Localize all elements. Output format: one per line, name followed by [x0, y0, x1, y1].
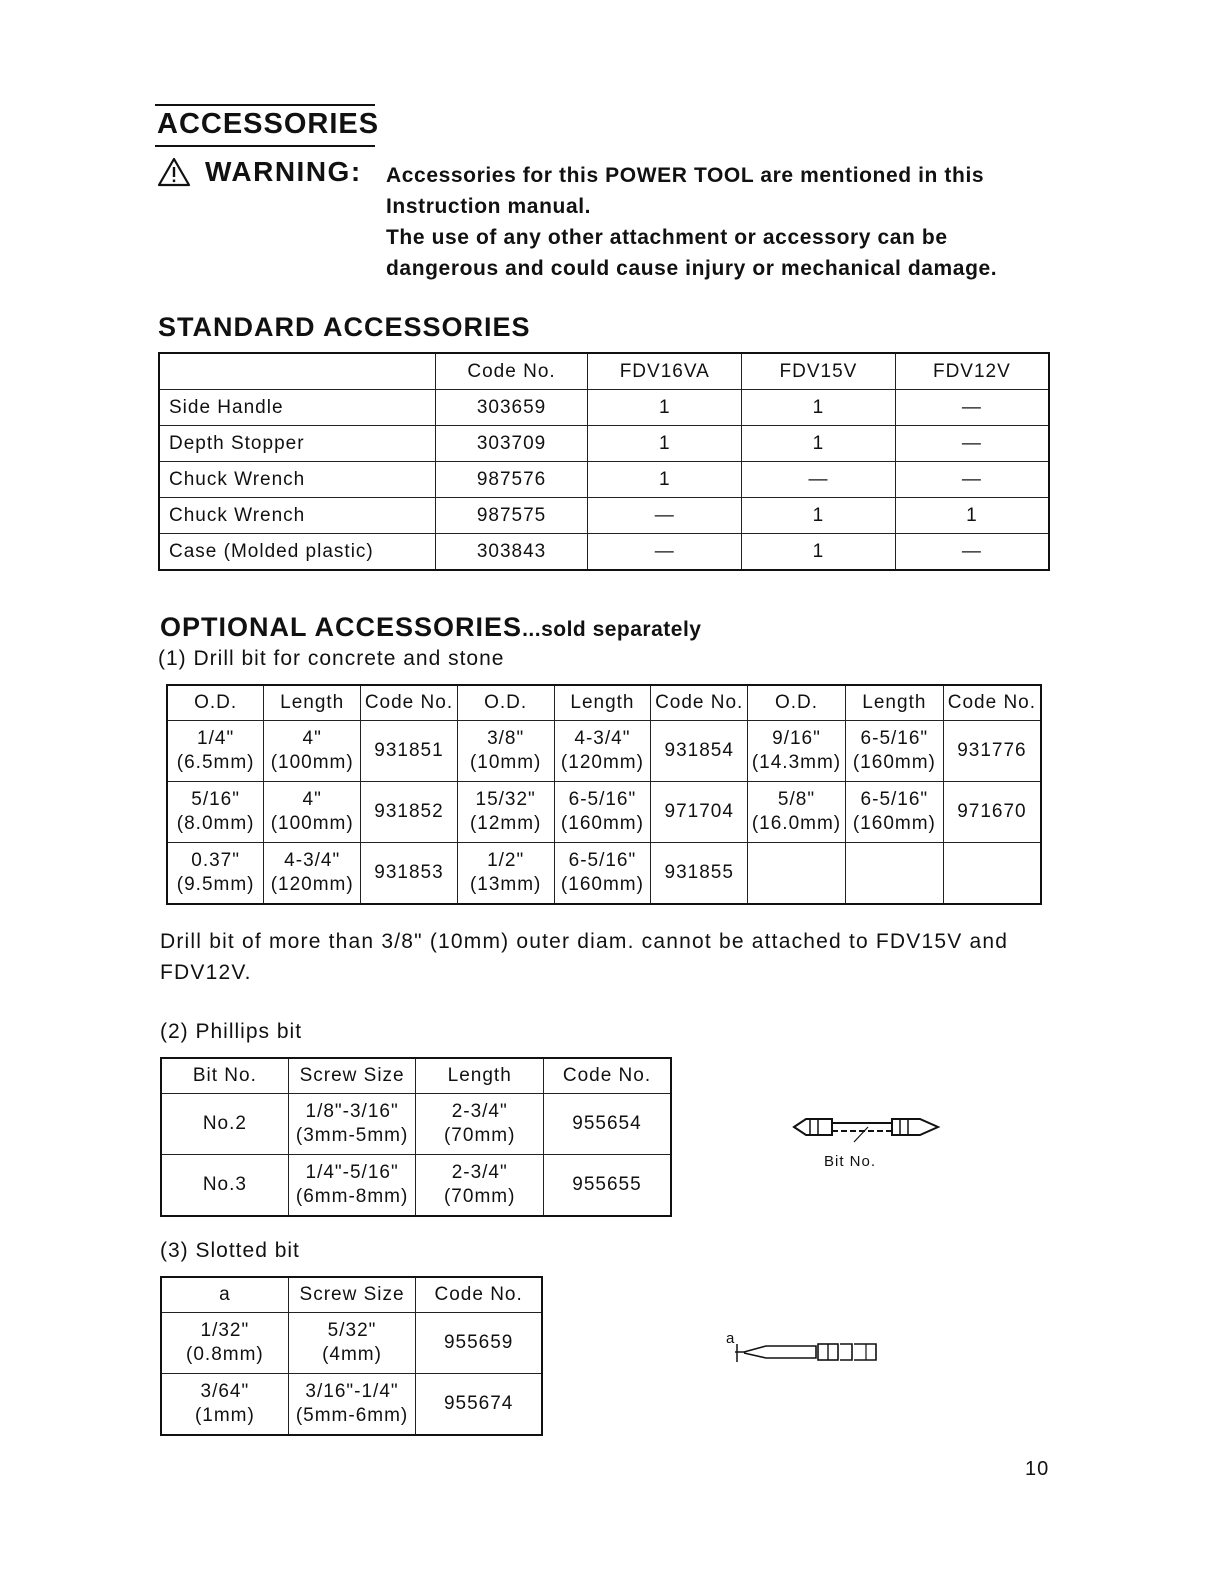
column-header: Code No.: [435, 353, 588, 390]
table-cell-line: 6-5/16": [568, 789, 637, 810]
table-cell-line: 931851: [374, 740, 444, 761]
table-cell: [457, 782, 554, 843]
table-cell-line: 931776: [957, 740, 1027, 761]
table-cell-line: (8.0mm): [176, 813, 255, 834]
standard-accessories-heading: STANDARD ACCESSORIES: [158, 312, 531, 342]
optional-heading-text: OPTIONAL ACCESSORIES: [160, 612, 523, 642]
table-cell: —: [895, 462, 1049, 498]
table-cell-line: 6-5/16": [860, 789, 929, 810]
table-cell-line: (10mm): [469, 752, 542, 773]
table-cell: [457, 721, 554, 782]
table-cell-line: 955659: [443, 1332, 514, 1353]
standard-accessories-table: [158, 352, 1050, 571]
table-cell-line: 955654: [572, 1113, 642, 1134]
warning-triangle-icon: [157, 157, 191, 187]
table-row: [167, 721, 1041, 782]
table-cell-line: 1/32": [200, 1320, 250, 1341]
table-cell: —: [742, 462, 896, 498]
table-cell-line: 6-5/16": [568, 850, 637, 871]
column-header: Code No.: [943, 685, 1041, 721]
table-cell: [264, 721, 361, 782]
table-cell-line: (120mm): [270, 874, 354, 895]
table-cell: —: [895, 390, 1049, 426]
column-header: Code No.: [543, 1058, 671, 1094]
table-cell: 1: [742, 534, 896, 571]
table-cell: [288, 1313, 416, 1374]
table-cell-line: 971670: [957, 801, 1027, 822]
table-row: [167, 782, 1041, 843]
table-cell: [416, 1313, 542, 1374]
warning-line: Instruction manual.: [386, 195, 592, 218]
table-cell: [361, 843, 458, 905]
column-header: FDV15V: [742, 353, 896, 390]
accessory-name: Chuck Wrench: [159, 498, 435, 534]
column-header: Length: [416, 1058, 544, 1094]
table-cell-line: (13mm): [469, 874, 542, 895]
table-cell: [943, 782, 1041, 843]
accessory-name: Depth Stopper: [159, 426, 435, 462]
table-cell: 303709: [435, 426, 588, 462]
table-cell-line: No.2: [202, 1113, 247, 1134]
table-cell: [416, 1094, 544, 1155]
table-cell: [288, 1155, 416, 1217]
column-header: O.D.: [457, 685, 554, 721]
table-cell-line: (3mm-5mm): [295, 1125, 409, 1146]
table-cell-line: 931854: [664, 740, 734, 761]
accessories-heading: ACCESSORIES: [157, 108, 380, 140]
table-cell: [543, 1155, 671, 1217]
table-cell-line: (160mm): [560, 813, 644, 834]
table-header-row: [159, 353, 1049, 390]
table-cell-line: 931852: [374, 801, 444, 822]
table-cell-line: 6-5/16": [860, 728, 929, 749]
optional-heading-suffix: ...sold separately: [522, 618, 702, 641]
table-cell-line: 1/4": [197, 728, 235, 749]
table-cell-line: 955655: [572, 1174, 642, 1195]
column-header: O.D.: [748, 685, 846, 721]
warning-text: [386, 160, 1056, 284]
table-cell: [264, 843, 361, 905]
table-cell-line: (4mm): [322, 1344, 382, 1365]
table-cell-line: 955674: [443, 1393, 514, 1414]
table-cell: [554, 843, 651, 905]
table-cell-line: (100mm): [270, 752, 354, 773]
column-header: Length: [554, 685, 651, 721]
table-cell-line: 0.37": [191, 850, 240, 871]
table-cell: [943, 721, 1041, 782]
table-cell: [161, 1374, 288, 1436]
table-cell: [167, 843, 264, 905]
column-header: Code No.: [416, 1277, 542, 1313]
table-row: [159, 426, 1049, 462]
table-cell-line: 3/64": [200, 1381, 250, 1402]
heading-bottom-rule: [155, 145, 375, 147]
slotted-bit-table: [160, 1276, 543, 1436]
table-cell: [543, 1094, 671, 1155]
phillips-bit-table: [160, 1057, 672, 1217]
warning-line: dangerous and could cause injury or mechanical damage.: [386, 257, 998, 280]
table-row: [161, 1155, 671, 1217]
warning-label: WARNING:: [205, 156, 362, 187]
table-cell-line: 15/32": [475, 789, 536, 810]
table-cell: [264, 782, 361, 843]
table-cell-line: 2-3/4": [451, 1101, 508, 1122]
table-cell: —: [588, 534, 742, 571]
column-header: Code No.: [361, 685, 458, 721]
table-row: [159, 390, 1049, 426]
warning-title: [157, 156, 362, 188]
table-cell: [845, 721, 943, 782]
accessory-name: Case (Molded plastic): [159, 534, 435, 571]
optional-accessories-heading: [160, 612, 701, 643]
table-cell-line: (5mm-6mm): [295, 1405, 409, 1426]
table-cell: [361, 721, 458, 782]
warning-line: Accessories for this POWER TOOL are mentioned in this: [386, 164, 985, 187]
table-cell-line: (14.3mm): [751, 752, 842, 773]
table-cell: [554, 782, 651, 843]
table-cell-line: 1/4"-5/16": [305, 1162, 399, 1183]
column-header: [159, 353, 435, 390]
table-cell-line: 1/8"-3/16": [305, 1101, 399, 1122]
table-cell-line: 931855: [664, 862, 734, 883]
column-header: O.D.: [167, 685, 264, 721]
table-cell-line: (6mm-8mm): [295, 1186, 409, 1207]
drill-bit-table: [166, 684, 1042, 905]
table-header-row: [161, 1058, 671, 1094]
slotted-bit-title: (3) Slotted bit: [160, 1239, 300, 1262]
table-cell: [161, 1313, 288, 1374]
table-cell-line: 3/8": [487, 728, 525, 749]
phillips-bit-illustration: [792, 1110, 942, 1144]
table-cell: 987576: [435, 462, 588, 498]
table-cell-line: (160mm): [852, 813, 936, 834]
column-header: FDV12V: [895, 353, 1049, 390]
table-cell-line: 931853: [374, 862, 444, 883]
accessory-name: Side Handle: [159, 390, 435, 426]
column-header: Screw Size: [288, 1058, 416, 1094]
table-row: [167, 843, 1041, 905]
table-cell-line: (1mm): [194, 1405, 255, 1426]
table-cell: [167, 721, 264, 782]
table-cell-line: (160mm): [560, 874, 644, 895]
table-cell: 1: [588, 462, 742, 498]
table-row: [159, 498, 1049, 534]
table-cell: [748, 843, 846, 905]
table-cell: [457, 843, 554, 905]
drill-bit-title: (1) Drill bit for concrete and stone: [158, 647, 505, 670]
table-cell-line: 2-3/4": [451, 1162, 508, 1183]
column-header: Code No.: [651, 685, 748, 721]
table-cell-line: (100mm): [270, 813, 354, 834]
table-row: [161, 1094, 671, 1155]
table-row: [159, 462, 1049, 498]
accessory-name: Chuck Wrench: [159, 462, 435, 498]
table-cell: 1: [895, 498, 1049, 534]
table-cell-line: 4": [302, 728, 322, 749]
table-cell: 987575: [435, 498, 588, 534]
page-number: 10: [1025, 1458, 1050, 1480]
table-cell: 303659: [435, 390, 588, 426]
table-cell: [554, 721, 651, 782]
table-cell-line: 9/16": [772, 728, 821, 749]
table-cell: [845, 782, 943, 843]
table-cell: [651, 843, 748, 905]
table-cell: [361, 782, 458, 843]
table-cell: [845, 843, 943, 905]
table-cell: [161, 1094, 288, 1155]
slotted-figure-label: a: [726, 1330, 736, 1347]
drill-bit-note: Drill bit of more than 3/8" (10mm) outer diam. cannot be attached to FDV15V and FDV12V.: [160, 930, 1009, 984]
table-cell-line: 5/16": [191, 789, 240, 810]
table-cell: 1: [742, 498, 896, 534]
table-cell: 1: [588, 390, 742, 426]
table-cell-line: 5/8": [777, 789, 816, 810]
table-cell-line: (160mm): [852, 752, 936, 773]
table-cell-line: (12mm): [469, 813, 542, 834]
table-cell: 303843: [435, 534, 588, 571]
table-cell: [748, 782, 846, 843]
table-cell: [651, 721, 748, 782]
table-cell: [416, 1374, 542, 1436]
column-header: FDV16VA: [588, 353, 742, 390]
table-row: [161, 1374, 542, 1436]
column-header: a: [161, 1277, 288, 1313]
table-cell: [748, 721, 846, 782]
column-header: Length: [264, 685, 361, 721]
table-cell-line: (0.8mm): [186, 1344, 264, 1365]
table-cell-line: (6.5mm): [176, 752, 255, 773]
table-cell-line: 5/32": [327, 1320, 377, 1341]
table-cell: 1: [588, 426, 742, 462]
slotted-bit-illustration: [730, 1336, 880, 1366]
column-header: Bit No.: [161, 1058, 288, 1094]
heading-top-rule: [155, 104, 375, 106]
column-header: Screw Size: [288, 1277, 416, 1313]
table-cell: —: [895, 426, 1049, 462]
table-row: [159, 534, 1049, 571]
table-cell-line: 3/16"-1/4": [305, 1381, 399, 1402]
table-cell: 1: [742, 426, 896, 462]
table-cell-line: 4-3/4": [284, 850, 341, 871]
column-header: Length: [845, 685, 943, 721]
table-cell: [943, 843, 1041, 905]
table-cell-line: 1/2": [487, 850, 525, 871]
phillips-bit-title: (2) Phillips bit: [160, 1020, 303, 1043]
table-cell: [288, 1094, 416, 1155]
phillips-figure-caption: Bit No.: [824, 1153, 877, 1170]
table-cell-line: (16.0mm): [751, 813, 842, 834]
table-cell-line: 4-3/4": [574, 728, 631, 749]
table-cell-line: (9.5mm): [176, 874, 255, 895]
table-cell: [167, 782, 264, 843]
table-cell: [416, 1155, 544, 1217]
table-cell: 1: [742, 390, 896, 426]
table-cell-line: (120mm): [560, 752, 644, 773]
table-cell-line: (70mm): [443, 1186, 516, 1207]
warning-line: The use of any other attachment or accessory can be: [386, 226, 948, 249]
table-cell-line: (70mm): [443, 1125, 516, 1146]
table-cell-line: No.3: [202, 1174, 247, 1195]
table-cell-line: 971704: [664, 801, 734, 822]
table-cell: [288, 1374, 416, 1436]
table-cell: [651, 782, 748, 843]
table-cell-line: 4": [302, 789, 322, 810]
table-header-row: [161, 1277, 542, 1313]
table-cell: [161, 1155, 288, 1217]
table-header-row: [167, 685, 1041, 721]
table-cell: —: [895, 534, 1049, 571]
table-row: [161, 1313, 542, 1374]
table-cell: —: [588, 498, 742, 534]
